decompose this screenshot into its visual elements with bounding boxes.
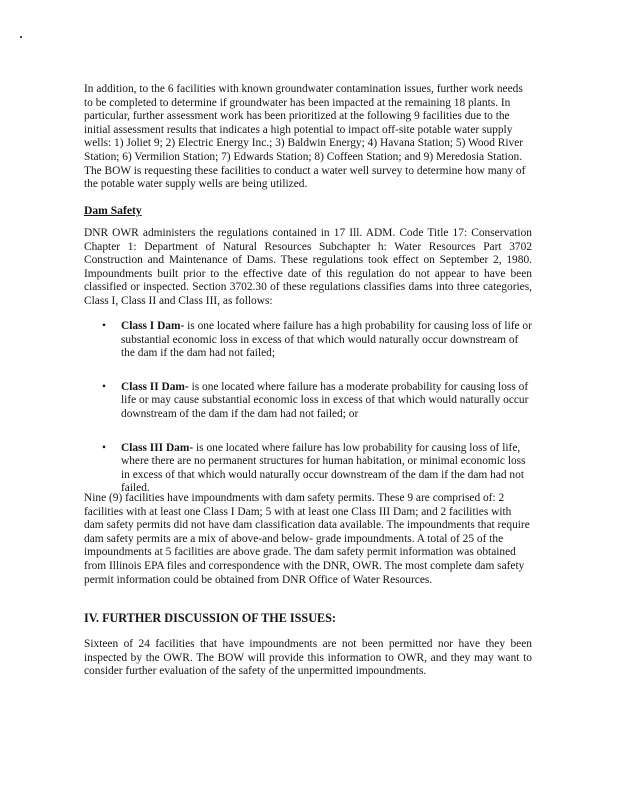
class-ii-text: is one located where failure has a moderate probability for causing loss of life or may cause substantial economic loss in excess of that which would naturally occur downstream of the dam if the dam had not failed; or (121, 380, 529, 420)
section-iv-heading: IV. FURTHER DISCUSSION OF THE ISSUES: (84, 611, 336, 625)
class-iii-text: is one located where failure has low probability for causing loss of life, where there are no permanent structures for human habitation, or minimal economic loss in excess of that which would naturally occur downstream of the dam if the dam had not failed. (121, 441, 526, 495)
dam-safety-heading: Dam Safety (84, 204, 142, 217)
paragraph-further-discussion: Sixteen of 24 facilities that have impoundments are not been permitted nor have they been inspected by the OWR. The BOW will provide this information to OWR, and they may want to consider further evaluation of the safety of the unpermitted impoundments. (84, 638, 532, 678)
bullet-icon: • (102, 320, 106, 332)
paragraph-dam-regulations: DNR OWR administers the regulations contained in 17 Ill. ADM. Code Title 17: Conservation Chapter 1: Department of Natural Resources Subchapter h: Water Resources Part 3702 Construction and Maintenance of Dams. These regulations took effect on September 2, 1980. Impoundments built prior to the effective date of this regulation do not appear to have been classified or inspected. Section 3702.30 of these regulations classifies dams into three categories, Class I, Class II and Class III, as follows: (84, 227, 532, 307)
scan-speck (20, 36, 22, 38)
bullet-icon: • (102, 441, 106, 454)
bullet-icon: • (102, 380, 106, 393)
paragraph-dam-permits: Nine (9) facilities have impoundments with dam safety permits. These 9 are comprised of: 2 facilities with at least one Class I Dam; 5 with at least one Class III Dam; and 2 facilities with dam safety permits did not have dam classification data available. The impoundments that require dam safety permits are a mix of above-and below- grade impoundments. A total of 25 of the impoundments at 5 facilities are above grade. The dam safety permit information was obtained from Illinois EPA files and correspondence with the DNR, OWR. The most complete dam safety permit information could be obtained from DNR Office of Water Resources. (84, 492, 530, 586)
list-item-class-ii (84, 381, 532, 422)
list-item-class-iii (84, 442, 532, 496)
class-i-text: is one located where failure has a high probability for causing loss of life or substantial economic loss in excess of that which would naturally occur downstream of the dam if the dam had not failed; (121, 320, 532, 360)
dam-class-list (84, 320, 532, 516)
class-ii-term: Class II Dam- (121, 380, 189, 393)
paragraph-groundwater-intro: In addition, to the 6 facilities with known groundwater contamination issues, further work needs to be completed to determine if groundwater has been impacted at the remaining 18 plants. In particular, further assessment work has been prioritized at the following 9 facilities due to the initial assessment results that indicates a high potential to impact off-site potable water supply wells: 1) Joliet 9; 2) Electric Energy Inc.; 3) Baldwin Energy; 4) Havana Station; 5) Wood River Station; 6) Vermilion Station; 7) Edwards Station; 8) Coffeen Station; and 9) Meredosia Station. The BOW is requesting these facilities to conduct a water well survey to determine how many of the potable water supply wells are being utilized. (84, 83, 526, 191)
class-iii-term: Class III Dam- (121, 441, 194, 454)
class-i-term: Class I Dam- (121, 320, 185, 332)
list-item-class-i (84, 320, 532, 361)
